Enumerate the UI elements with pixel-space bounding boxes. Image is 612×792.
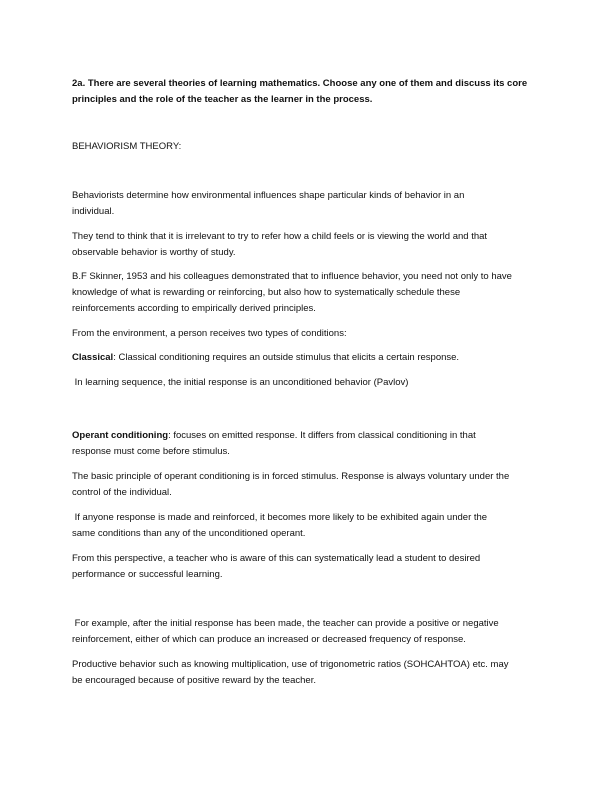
paragraph: [72, 551, 480, 583]
question-line: principles and the role of the teacher as the learner in the process.: [72, 94, 373, 105]
text-line: observable behavior is worthy of study.: [72, 247, 236, 258]
paragraph: [72, 326, 347, 342]
paragraph-operant: [72, 428, 476, 460]
text-line: control of the individual.: [72, 487, 172, 498]
text-line: For example, after the initial response has been made, the teacher can provide a positive or negative: [72, 618, 499, 629]
paragraph: [72, 469, 509, 501]
paragraph: [72, 229, 487, 261]
text-line: reinforcements according to empirically derived principles.: [72, 303, 316, 314]
text-line: They tend to think that it is irrelevant to try to refer how a child feels or is viewing the world and that: [72, 231, 488, 242]
text-line: From this perspective, a teacher who is aware of this can systematically lead a student to desired: [72, 553, 481, 564]
text-line: : Classical conditioning requires an outside stimulus that elicits a certain response.: [113, 352, 460, 363]
paragraph: [72, 510, 487, 542]
term-operant: Operant conditioning: [72, 430, 169, 441]
text-line: From the environment, a person receives two types of conditions:: [72, 328, 347, 339]
text-line: B.F Skinner, 1953 and his colleagues demonstrated that to influence behavior, you need not only to have: [72, 271, 512, 282]
text-line: : focuses on emitted response. It differs from classical conditioning in that: [168, 430, 476, 441]
text-line: knowledge of what is rewarding or reinforcing, but also how to systematically schedule these: [72, 287, 461, 298]
text-line: be encouraged because of positive reward by the teacher.: [72, 675, 316, 686]
text-line: reinforcement, either of which can produce an increased or decreased frequency of response.: [72, 634, 466, 645]
section-heading: BEHAVIORISM THEORY:: [72, 141, 182, 152]
term-classical: Classical: [72, 352, 114, 363]
paragraph: [72, 616, 499, 648]
text-line: The basic principle of operant conditioning is in forced stimulus. Response is always voluntary under the: [72, 471, 510, 482]
text-line: In learning sequence, the initial response is an unconditioned behavior (Pavlov): [72, 377, 409, 388]
text-line: If anyone response is made and reinforced, it becomes more likely to be exhibited again under the: [72, 512, 488, 523]
text-line: Productive behavior such as knowing multiplication, use of trigonometric ratios (SOHCAHTOA) etc. may: [72, 659, 509, 670]
text-line: response must come before stimulus.: [72, 446, 230, 457]
question-line: 2a. There are several theories of learning mathematics. Choose any one of them and discuss its core: [72, 78, 528, 89]
text-line: individual.: [72, 206, 115, 217]
paragraph: [72, 375, 408, 391]
text-line: Behaviorists determine how environmental influences shape particular kinds of behavior in an: [72, 190, 465, 201]
paragraph: [72, 657, 508, 689]
question-prompt: [72, 76, 527, 108]
paragraph: [72, 269, 512, 317]
paragraph: [72, 188, 464, 220]
text-line: same conditions than any of the unconditioned operant.: [72, 528, 306, 539]
paragraph-classical: [72, 350, 459, 366]
text-line: performance or successful learning.: [72, 569, 223, 580]
